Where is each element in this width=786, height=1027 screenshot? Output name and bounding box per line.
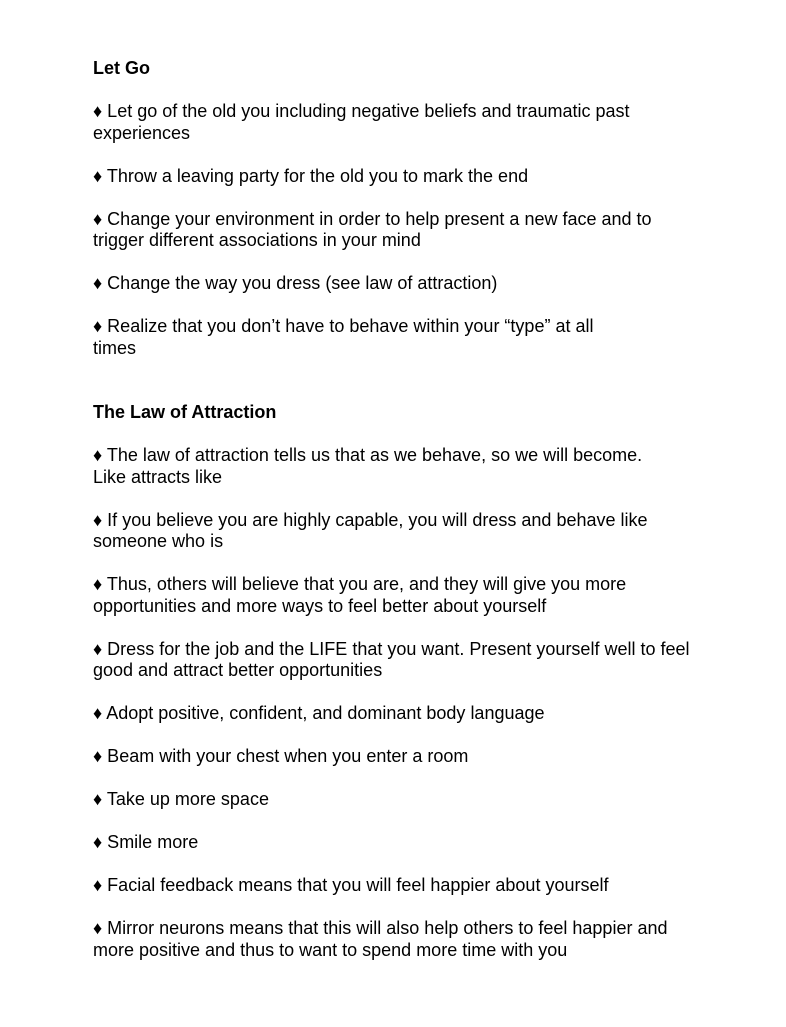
bullet-item: ♦ Realize that you don’t have to behave within your “type” at all times [93,316,594,358]
bullet-item: ♦ Dress for the job and the LIFE that you want. Present yourself well to feel good and attract better opportunities [93,638,690,680]
bullet-item: ♦ Throw a leaving party for the old you to mark the end [93,165,529,186]
bullet-item: ♦ Beam with your chest when you enter a room [93,746,469,766]
bullet-item: ♦ Change the way you dress (see law of attraction) [93,273,498,293]
document-page [93,58,703,961]
bullet-item: ♦ Mirror neurons means that this will also help others to feel happier and more positive and thus to want to spend more time with you [93,918,668,960]
bullet-item: ♦ Adopt positive, confident, and dominant body language [93,703,545,723]
bullet-item: ♦ Smile more [93,832,199,852]
section-heading-law-of-attraction: The Law of Attraction [93,402,277,422]
bullet-item: ♦ The law of attraction tells us that as we behave, so we will become. Like attracts like [93,445,643,487]
bullet-item: ♦ Take up more space [93,789,269,809]
bullet-item: ♦ Thus, others will believe that you are, and they will give you more opportunities and more ways to feel better about yourself [93,574,627,616]
bullet-item: ♦ If you believe you are highly capable, you will dress and behave like someone who is [93,509,648,551]
bullet-item: ♦ Let go of the old you including negative beliefs and traumatic past experiences [93,101,630,143]
bullet-item: ♦ Facial feedback means that you will feel happier about yourself [93,875,609,895]
section-heading-let-go: Let Go [93,58,150,78]
bullet-item: ♦ Change your environment in order to help present a new face and to trigger different associations in your mind [93,208,652,250]
